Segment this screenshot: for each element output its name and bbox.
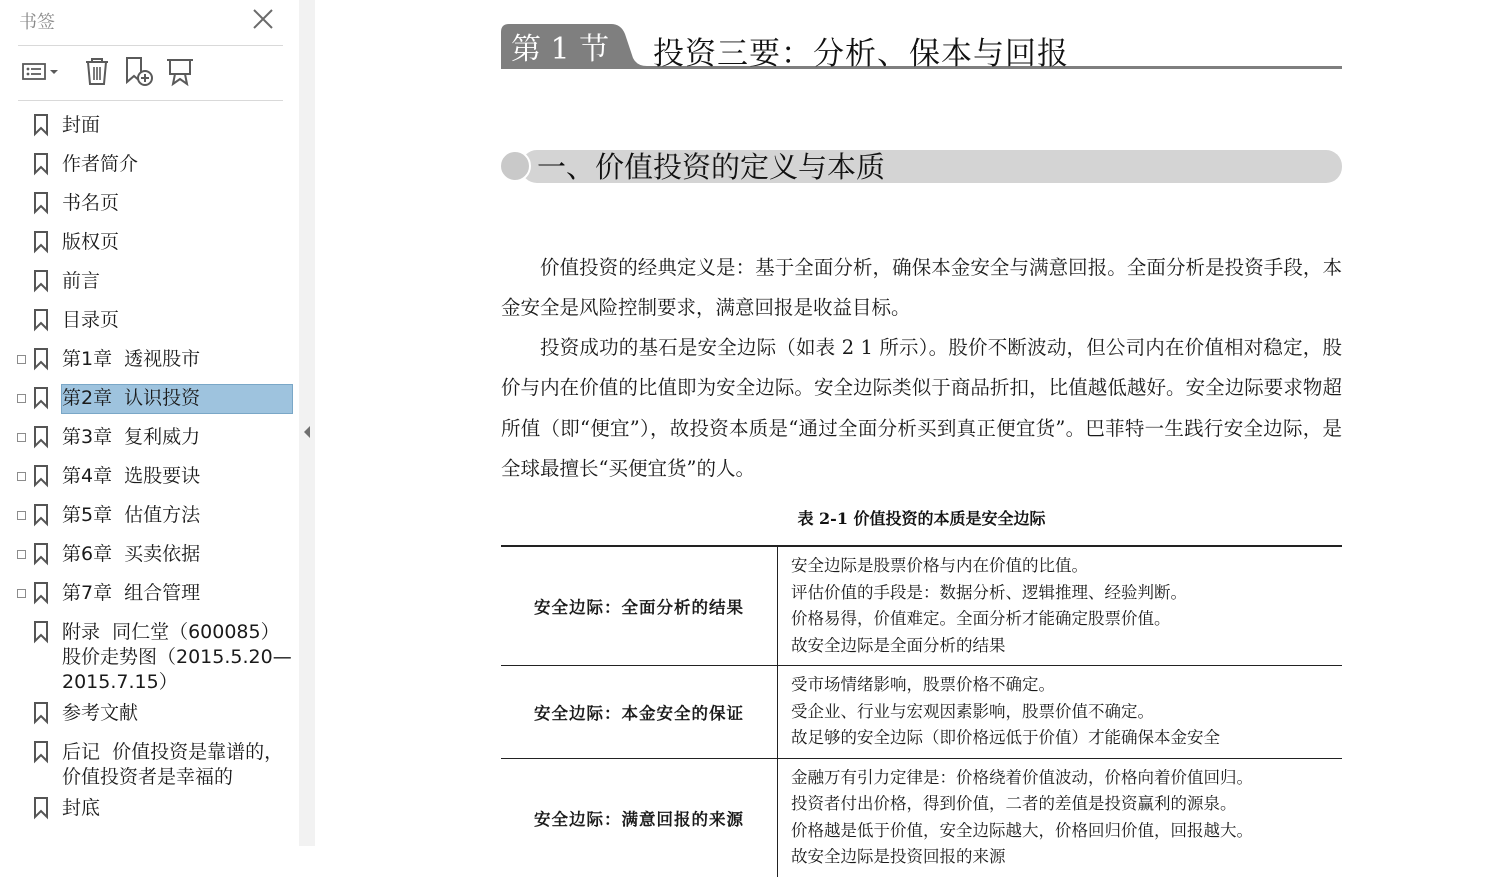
expand-toggle[interactable] (17, 394, 26, 403)
divider (18, 100, 283, 101)
table-line: 故足够的安全边际（即价格远低于价值）才能确保本金安全 (791, 728, 1220, 747)
section-badge: 第 1 节 (511, 32, 610, 67)
bookmark-label[interactable]: 参考文献 (62, 702, 139, 724)
list-options-icon[interactable] (20, 54, 54, 88)
bookmark-icon (33, 582, 49, 604)
bookmark-icon (33, 621, 49, 643)
section-header (501, 22, 1342, 72)
bookmark-settings-icon[interactable] (163, 54, 197, 88)
subsection-title: 一、价值投资的定义与本质 (537, 150, 886, 184)
bookmark-label[interactable]: 附录 同仁堂（600085）股价走势图（2015.5.20—2015.7.15） (62, 621, 292, 693)
bookmark-label[interactable]: 第6章 买卖依据 (62, 543, 201, 565)
expand-toggle[interactable] (17, 511, 26, 520)
table-row (501, 546, 1342, 666)
bookmark-label[interactable]: 第7章 组合管理 (62, 582, 201, 604)
section-title: 投资三要：分析、保本与回报 (653, 36, 1069, 72)
bookmark-label[interactable]: 作者简介 (62, 153, 139, 175)
delete-icon[interactable] (80, 54, 114, 88)
table-cell (778, 666, 1343, 759)
bookmark-icon (33, 504, 49, 526)
bookmark-label[interactable]: 第5章 估值方法 (62, 504, 201, 526)
panel-splitter[interactable] (299, 0, 315, 846)
bookmark-icon (33, 192, 49, 214)
bookmark-label[interactable]: 第3章 复利威力 (62, 426, 201, 448)
panel-title: 书签 (19, 12, 55, 33)
bookmark-icon (33, 543, 49, 565)
table-cell (778, 758, 1343, 877)
expand-toggle[interactable] (17, 433, 26, 442)
table-row-heading: 安全边际：满意回报的来源 (501, 758, 778, 877)
bookmark-icon (33, 426, 49, 448)
bookmark-panel (0, 0, 300, 846)
expand-toggle[interactable] (17, 355, 26, 364)
bookmark-icon (33, 348, 49, 370)
table-line: 受市场情绪影响，股票价格不确定。 (791, 675, 1055, 694)
bookmark-icon (33, 797, 49, 819)
table-caption: 表 2-1 价值投资的本质是安全边际 (797, 509, 1046, 528)
table-row (501, 666, 1342, 759)
bookmark-label[interactable]: 第4章 选股要诀 (62, 465, 201, 487)
paragraph: 价值投资的经典定义是：基于全面分析，确保本金安全与满意回报。全面分析是投资手段，本金安全是风险控制要求，满意回报是收益目标。 (501, 256, 1342, 320)
bookmark-label-selected[interactable]: 第2章 认识投资 (61, 384, 293, 414)
bookmark-icon (33, 114, 49, 136)
bookmark-label[interactable]: 后记 价值投资是靠谱的，价值投资者是幸福的 (62, 741, 284, 788)
table-line: 价格越是低于价值，安全边际越大，价格回归价值，回报越大。 (791, 820, 1253, 840)
table-line: 安全边际是股票价格与内在价值的比值。 (791, 556, 1088, 575)
expand-toggle[interactable] (17, 472, 26, 481)
table-row (501, 758, 1342, 877)
bookmark-label[interactable]: 前言 (62, 270, 101, 292)
bookmark-icon (33, 387, 49, 409)
bookmark-label[interactable]: 目录页 (62, 309, 120, 331)
bookmark-label[interactable]: 书名页 (62, 192, 120, 214)
table-line: 评估价值的手段是：数据分析、逻辑推理、经验判断。 (791, 582, 1187, 602)
table-line: 故安全边际是投资回报的来源 (791, 847, 1006, 866)
divider (18, 45, 283, 46)
bookmark-icon (33, 741, 49, 763)
bookmark-label[interactable]: 封面 (62, 114, 101, 136)
bookmark-label[interactable]: 版权页 (62, 231, 120, 253)
table-cell (778, 546, 1343, 666)
table-line: 价格易得，价值难定。全面分析才能确定股票价值。 (791, 609, 1171, 628)
table-row-heading: 安全边际：全面分析的结果 (501, 546, 778, 666)
close-icon[interactable] (250, 6, 276, 32)
data-table (501, 545, 1342, 877)
add-bookmark-icon[interactable] (121, 54, 155, 88)
bookmark-label[interactable]: 第1章 透视股市 (62, 348, 201, 370)
document-page (315, 0, 1493, 866)
bookmark-icon (33, 309, 49, 331)
bookmark-icon (33, 153, 49, 175)
table-line: 受企业、行业与宏观因素影响，股票价值不确定。 (791, 701, 1154, 721)
subsection-header (501, 148, 1342, 186)
expand-toggle[interactable] (17, 550, 26, 559)
table-row-heading: 安全边际：本金安全的保证 (501, 666, 778, 759)
paragraph: 投资成功的基石是安全边际（如表 2 1 所示）。股价不断波动，但公司内在价值相对稳定，股价与内在价值的比值即为安全边际。安全边际类似于商品折扣，比值越低越好。安全边际要求物超所值（即“便宜”），故投资本质是“通过全面分析买到真正便宜货”。巴菲特一生践行安全边际，是全球最擅长“买便宜货”的人。 (501, 336, 1342, 480)
collapse-arrow-icon[interactable] (302, 424, 312, 438)
bookmark-label[interactable]: 封底 (62, 797, 101, 819)
table-line: 金融万有引力定律是：价格绕着价值波动，价格向着价值回归。 (791, 767, 1253, 787)
bookmark-icon (33, 270, 49, 292)
table-line: 投资者付出价格，得到价值，二者的差值是投资赢利的源泉。 (791, 794, 1237, 813)
bookmark-icon (33, 231, 49, 253)
table-line: 故安全边际是全面分析的结果 (791, 635, 1006, 655)
expand-toggle[interactable] (17, 589, 26, 598)
bookmark-icon (33, 702, 49, 724)
bookmark-icon (33, 465, 49, 487)
